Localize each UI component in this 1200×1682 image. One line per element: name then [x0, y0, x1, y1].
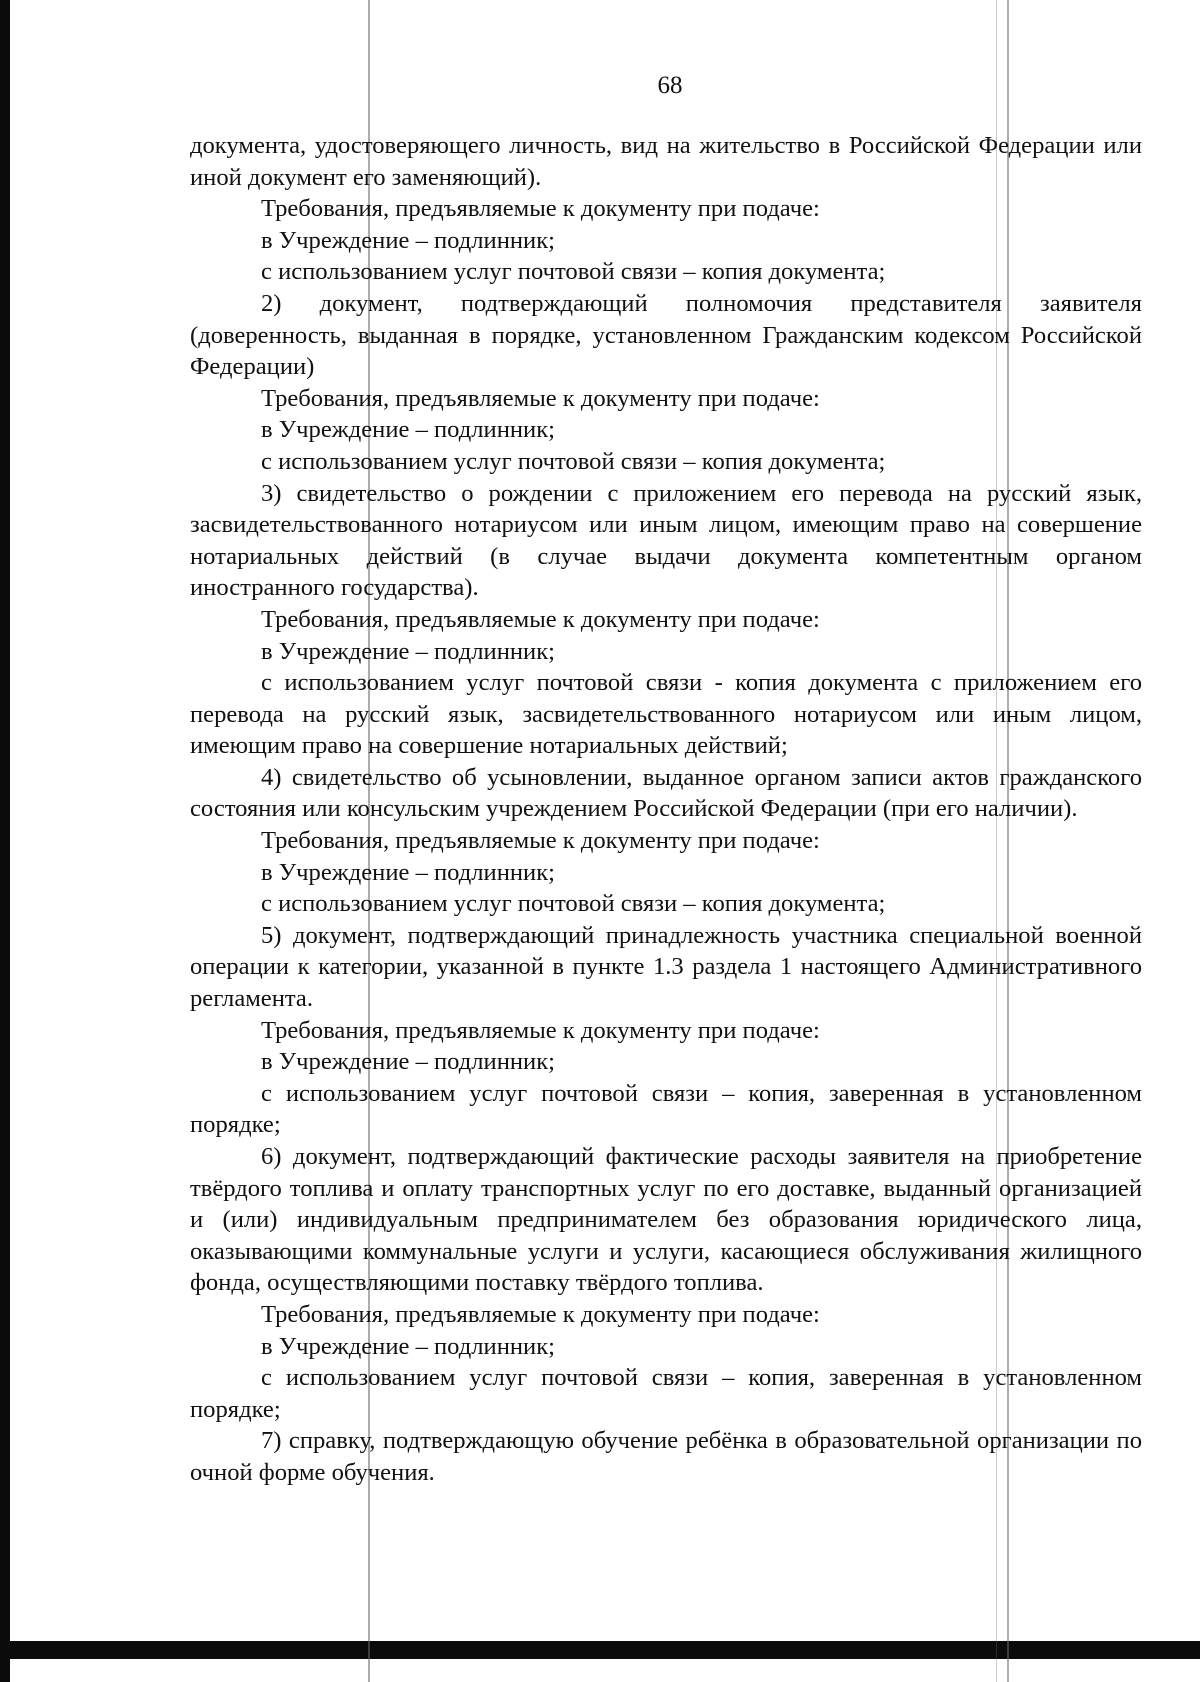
paragraph: с использованием услуг почтовой связи - копия документа с приложением его перевода на русский язык, засвидетельствованного нотариусом или иным лицом, имеющим право на совершение нотариальных действий; [190, 669, 1142, 760]
paragraph: Требования, предъявляемые к документу при подаче: [261, 195, 820, 223]
paragraph: 7) справку, подтверждающую обучение ребёнка в образовательной организации по очной форме обучения. [190, 1427, 1142, 1486]
scan-bottom-edge [0, 1641, 1200, 1659]
paragraph: Требования, предъявляемые к документу при подаче: [261, 1300, 820, 1328]
paragraph: 3) свидетельство о рождении с приложением его перевода на русский язык, засвидетельствованного нотариусом или иным лицом, имеющим право на совершение нотариальных действий (в случае выдачи документа компетентным органом иностранного государства). [190, 479, 1142, 602]
paragraph: документа, удостоверяющего личность, вид на жительство в Российской Федерации или иной документ его заменяющий). [190, 132, 1142, 191]
paragraph: 5) документ, подтверждающий принадлежность участника специальной военной операции к категории, указанной в пункте 1.3 раздела 1 настоящего Административного регламента. [190, 921, 1142, 1013]
paragraph: Требования, предъявляемые к документу при подаче: [261, 605, 820, 633]
paragraph: в Учреждение – подлинник; [261, 637, 555, 665]
paragraph: в Учреждение – подлинник; [261, 858, 555, 886]
paragraph: 4) свидетельство об усыновлении, выданное органом записи актов гражданского состояния или консульским учреждением Российской Федерации (при его наличии). [190, 763, 1142, 823]
paragraph: с использованием услуг почтовой связи – копия документа; [261, 890, 886, 918]
scan-left-edge [0, 0, 10, 1682]
paragraph: в Учреждение – подлинник; [261, 1048, 555, 1076]
paragraph: с использованием услуг почтовой связи – копия, заверенная в установленном порядке; [190, 1364, 1142, 1423]
document-body [190, 130, 1142, 1489]
paragraph: Требования, предъявляемые к документу при подаче: [261, 384, 820, 412]
paragraph: в Учреждение – подлинник; [261, 416, 555, 444]
paragraph: 2) документ, подтверждающий полномочия представителя заявителя (доверенность, выданная в порядке, установленном Гражданским кодексом Российской Федерации) [190, 289, 1142, 381]
paragraph: с использованием услуг почтовой связи – копия, заверенная в установленном порядке; [190, 1079, 1142, 1139]
paragraph: в Учреждение – подлинник; [261, 226, 555, 254]
paragraph: Требования, предъявляемые к документу при подаче: [261, 1016, 820, 1044]
paragraph: 6) документ, подтверждающий фактические расходы заявителя на приобретение твёрдого топлива и оплату транспортных услуг по его доставке, выданный организацией и (или) индивидуальным предпринимателем без образования юридического лица, оказывающими коммунальные услуги и услуги, касающиеся обслуживания жилищного фонда, осуществляющими поставку твёрдого топлива. [190, 1143, 1142, 1297]
paragraph: с использованием услуг почтовой связи – копия документа; [261, 258, 886, 286]
page-number: 68 [657, 72, 683, 99]
paragraph: с использованием услуг почтовой связи – копия документа; [261, 447, 886, 475]
paragraph: в Учреждение – подлинник; [261, 1332, 555, 1360]
paragraph: Требования, предъявляемые к документу при подаче: [261, 827, 820, 855]
